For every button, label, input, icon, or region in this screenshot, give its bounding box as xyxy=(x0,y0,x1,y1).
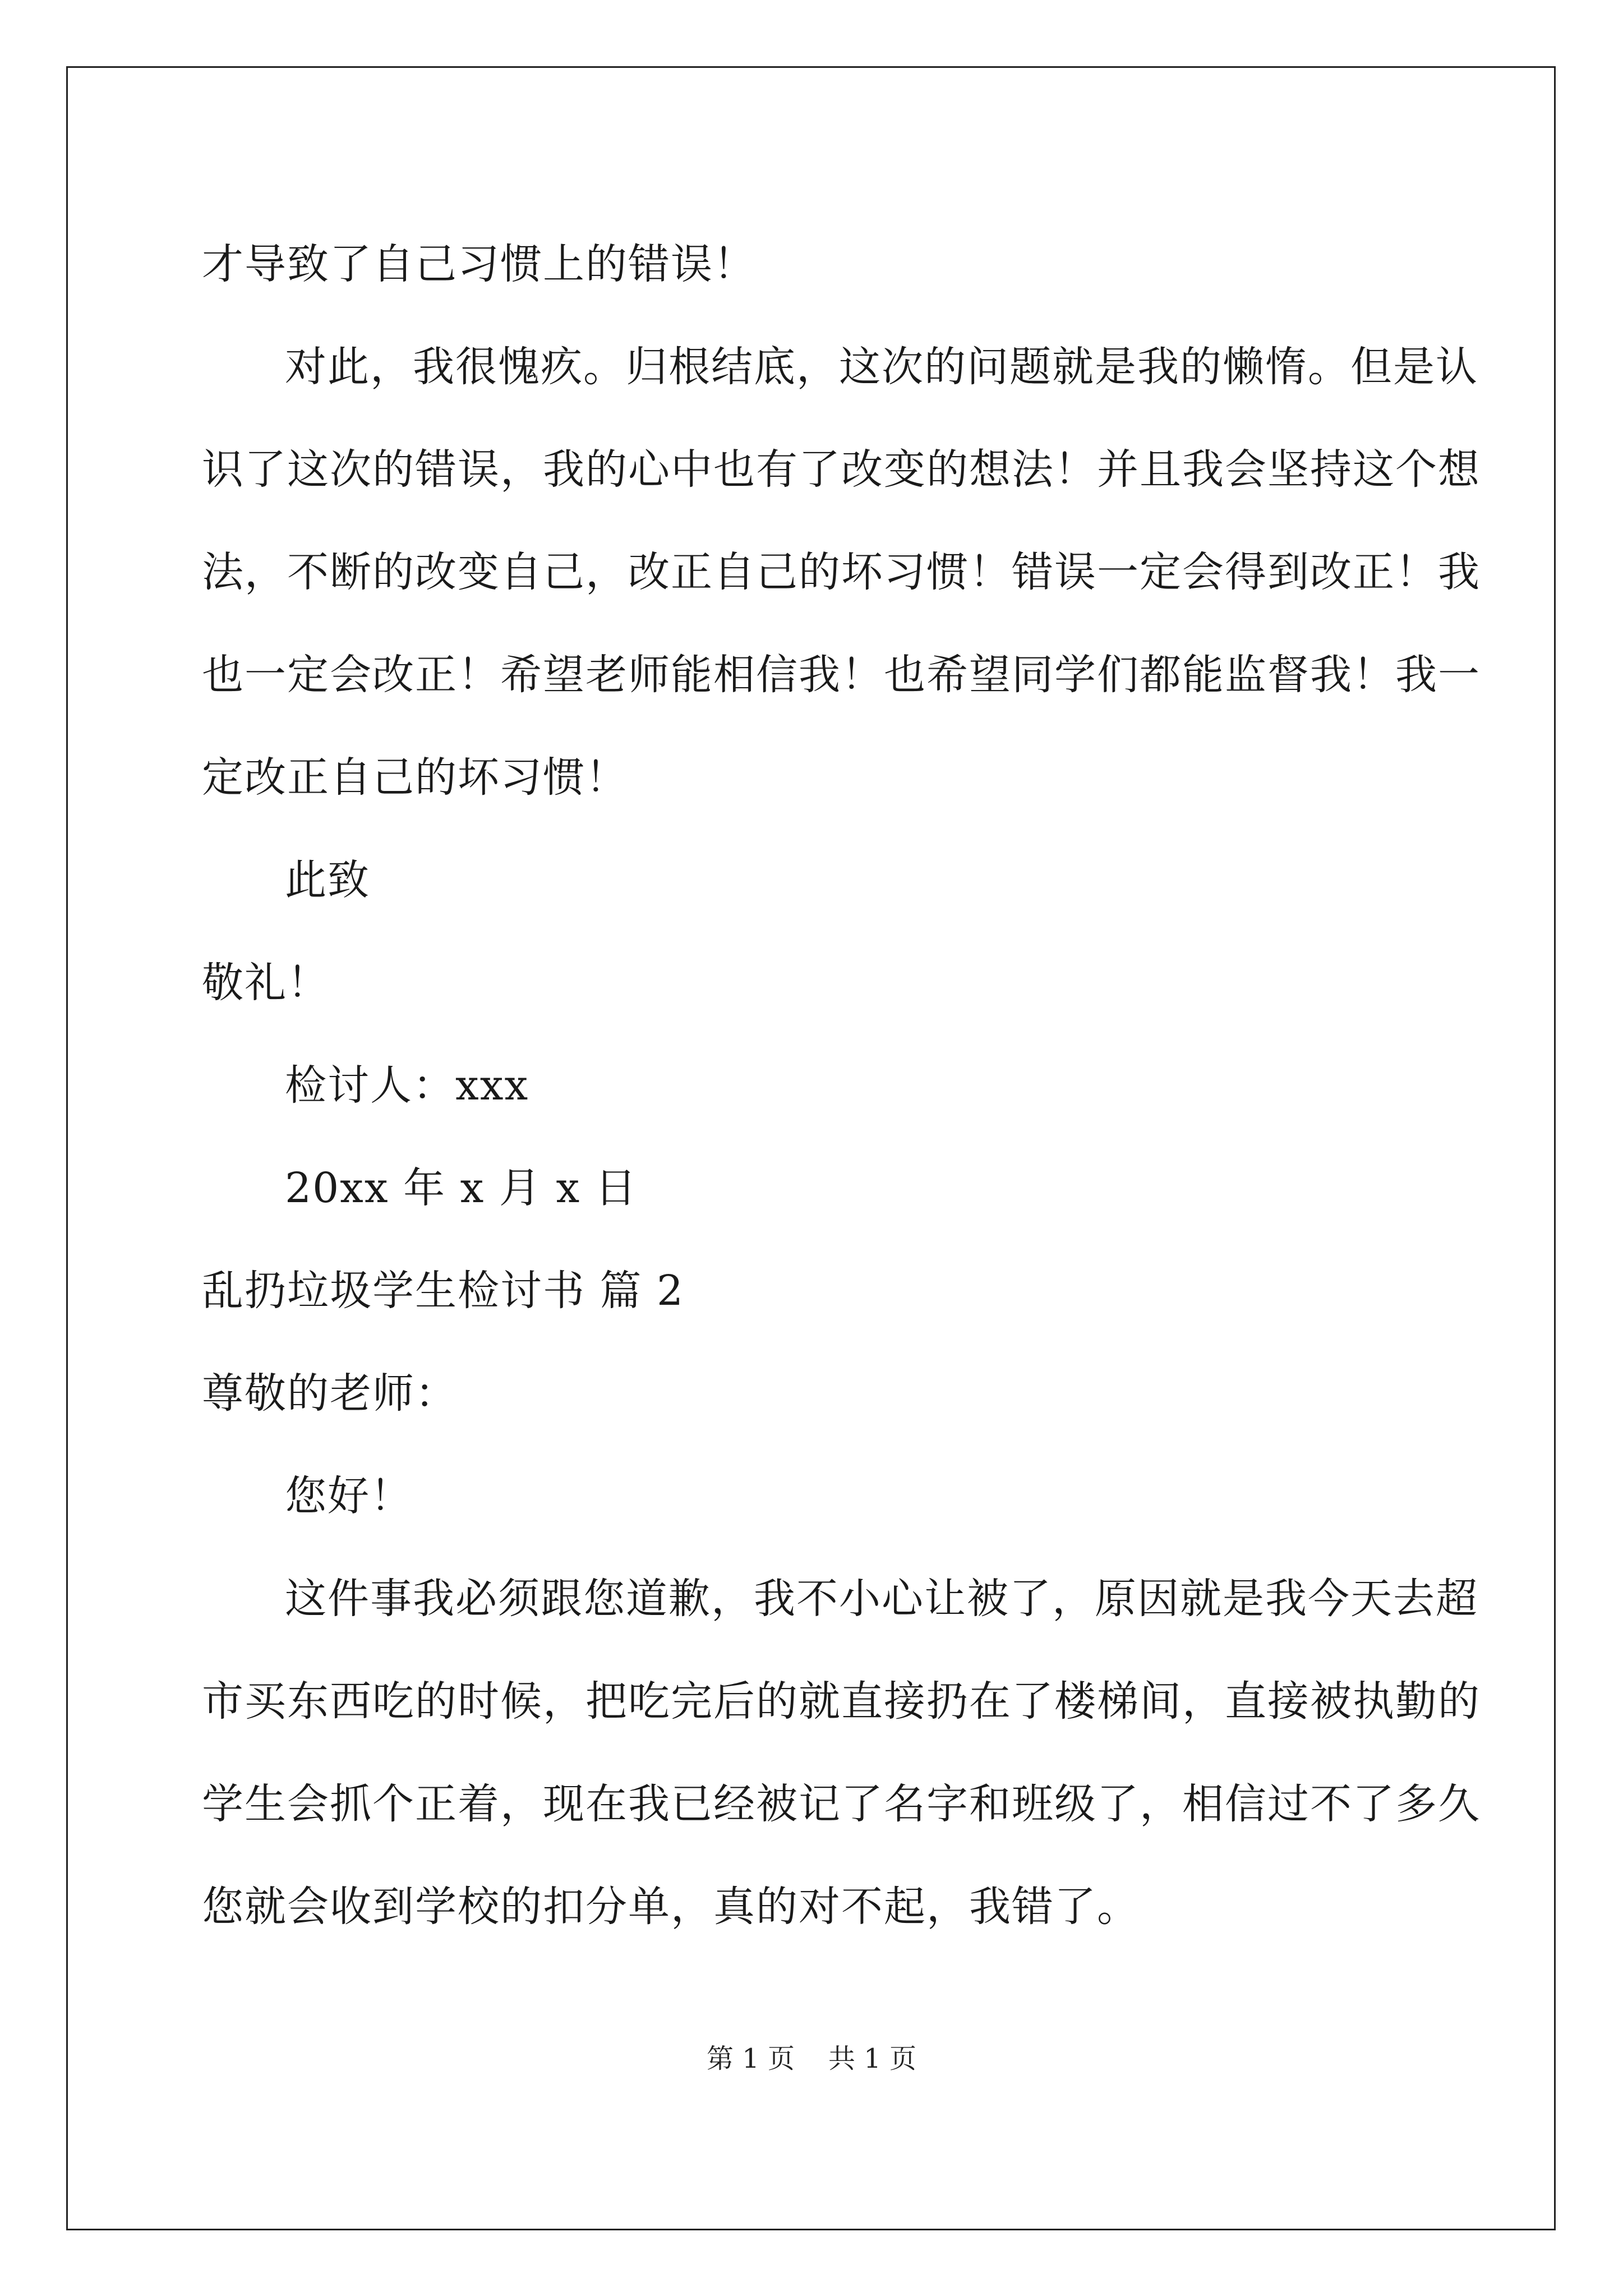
signature-line: 检讨人：xxx xyxy=(285,1061,529,1110)
body-line: 识了这次的错误，我的心中也有了改变的想法！并且我会坚持这个想 xyxy=(202,445,1481,494)
body-line: 市买东西吃的时候，把吃完后的就直接扔在了楼梯间，直接被执勤的 xyxy=(202,1677,1481,1726)
section-heading: 乱扔垃圾学生检讨书 篇 2 xyxy=(202,1267,685,1315)
body-line: 学生会抓个正着，现在我已经被记了名字和班级了，相信过不了多久 xyxy=(202,1780,1481,1828)
body-line: 您就会收到学校的扣分单，真的对不起，我错了。 xyxy=(202,1883,1140,1931)
greeting: 您好！ xyxy=(285,1472,413,1520)
page-footer xyxy=(0,2042,1623,2076)
body-line: 也一定会改正！希望老师能相信我！也希望同学们都能监督我！我一 xyxy=(202,651,1481,699)
body-line: 定改正自己的坏习惯！ xyxy=(202,753,628,802)
closing-regards: 敬礼！ xyxy=(202,959,330,1007)
page-number: 第 1 页 xyxy=(706,2043,795,2074)
body-line: 才导致了自己习惯上的错误！ xyxy=(202,240,756,288)
closing-salutation: 此致 xyxy=(285,856,370,904)
body-line: 法，不断的改变自己，改正自己的坏习惯！错误一定会得到改正！我 xyxy=(202,548,1481,596)
document-body xyxy=(202,213,1481,1958)
page-total: 共 1 页 xyxy=(828,2043,917,2074)
greeting-recipient: 尊敬的老师： xyxy=(202,1369,458,1418)
date-line: 20xx 年 x 月 x 日 xyxy=(285,1164,638,1212)
body-line: 这件事我必须跟您道歉，我不小心让被了，原因就是我今天去超 xyxy=(285,1575,1478,1623)
body-line: 对此，我很愧疚。归根结底，这次的问题就是我的懒惰。但是认 xyxy=(285,343,1478,391)
